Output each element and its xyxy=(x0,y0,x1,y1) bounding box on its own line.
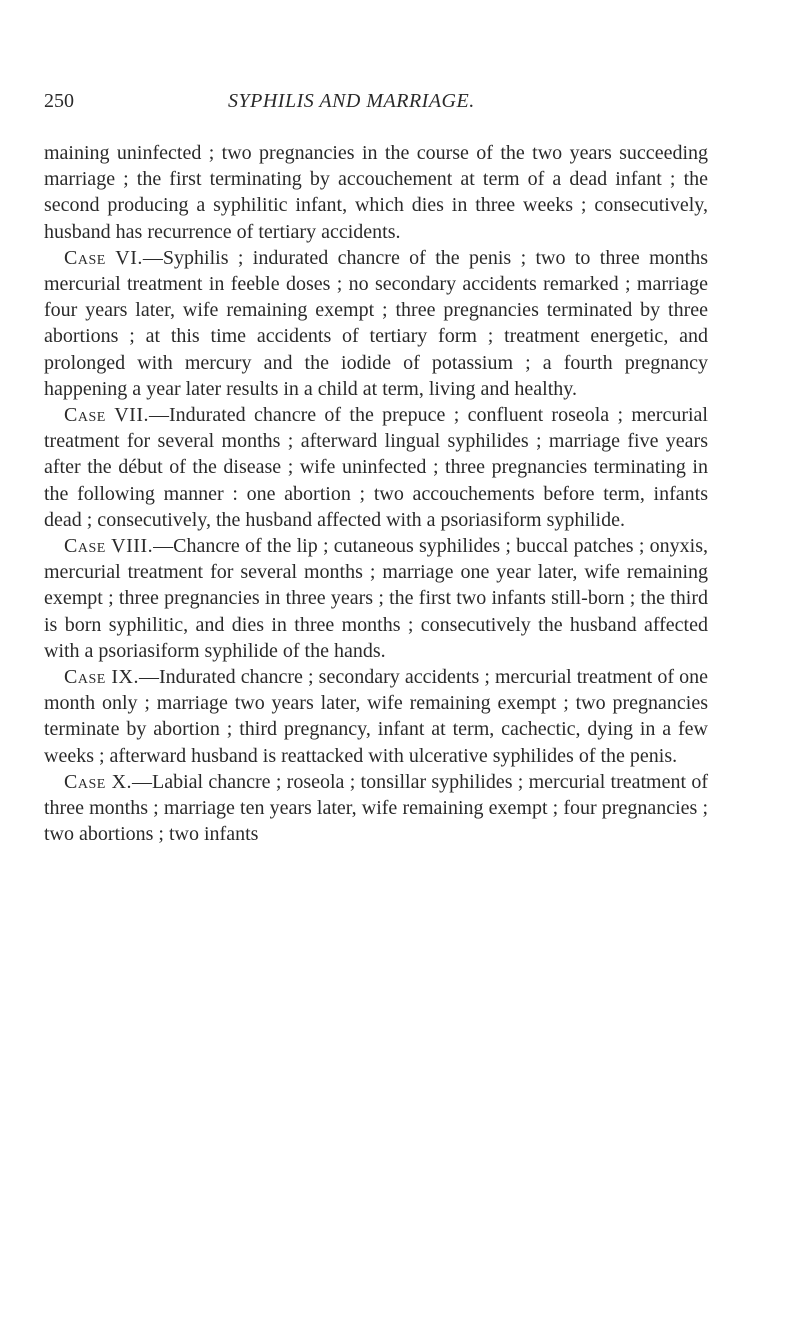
case-label: Case X. xyxy=(64,770,133,793)
paragraph-text: —Indurated chancre ; secondary accidents ; mercurial treatment of one month only ; marriage two years later, wife remaining exempt ; two pregnancies terminate by abortion ; third pregnancy, infant at term, cachectic, dying in a few weeks ; afterward husband is reattacked with ulcerative syphilides of the penis. xyxy=(44,666,708,767)
paragraph-text: —Syphilis ; indurated chancre of the penis ; two to three months mercurial treatment in feeble doses ; no secondary accidents remarked ; marriage four years later, wife remaining exempt ; three pregnancies terminated by three abortions ; at this time accidents of tertiary form ; treatment energetic, and prolonged with mercury and the iodide of potassium ; a fourth pregnancy happening a year later results in a child at term, living and healthy. xyxy=(44,246,709,400)
case-label: Case VIII. xyxy=(64,535,154,558)
page-number: 250 xyxy=(44,90,74,112)
paragraph-case-vii xyxy=(44,402,708,533)
paragraph-case-vi xyxy=(44,245,708,402)
running-title: SYPHILIS AND MARRIAGE. xyxy=(228,90,475,112)
case-label: Case VII. xyxy=(64,404,149,427)
paragraph-continuation xyxy=(44,140,708,245)
case-label: Case VI. xyxy=(64,246,143,269)
paragraph-text: —Indurated chancre of the prepuce ; confluent roseola ; mercurial treatment for several months ; afterward lingual syphilides ; marriage five years after the début of the disease ; wife uninfected ; three pregnancies terminating in the following manner : one abortion ; two accouchements before term, infants dead ; consecutively, the husband affected with a psoriasiform syphilide. xyxy=(44,404,708,531)
paragraph-case-ix xyxy=(44,664,708,769)
body-text xyxy=(44,140,708,847)
paragraph-case-x xyxy=(44,769,708,848)
paragraph-case-viii xyxy=(44,533,708,664)
paragraph-text: —Labial chancre ; roseola ; tonsillar syphilides ; mercurial treatment of three months ; marriage ten years later, wife remaining exempt ; four pregnancies ; two abortions ; two infants xyxy=(44,770,708,846)
page-header xyxy=(44,90,744,120)
paragraph-text: —Chancre of the lip ; cutaneous syphilides ; buccal patches ; onyxis, mercurial treatment for several months ; marriage one year later, wife remaining exempt ; three pregnancies in three years ; the first two infants still-born ; the third is born syphilitic, and dies in three months ; consecutively the husband affected with a psoriasiform syphilide of the hands. xyxy=(44,535,708,662)
paragraph-text: maining uninfected ; two pregnancies in the course of the two years succeeding marriage ; the first terminating by accouchement at term of a dead infant ; the second producing a syphilitic infant, which dies in three weeks ; consecutively, husband has recurrence of tertiary accidents. xyxy=(44,142,708,243)
case-label: Case IX. xyxy=(64,666,139,689)
